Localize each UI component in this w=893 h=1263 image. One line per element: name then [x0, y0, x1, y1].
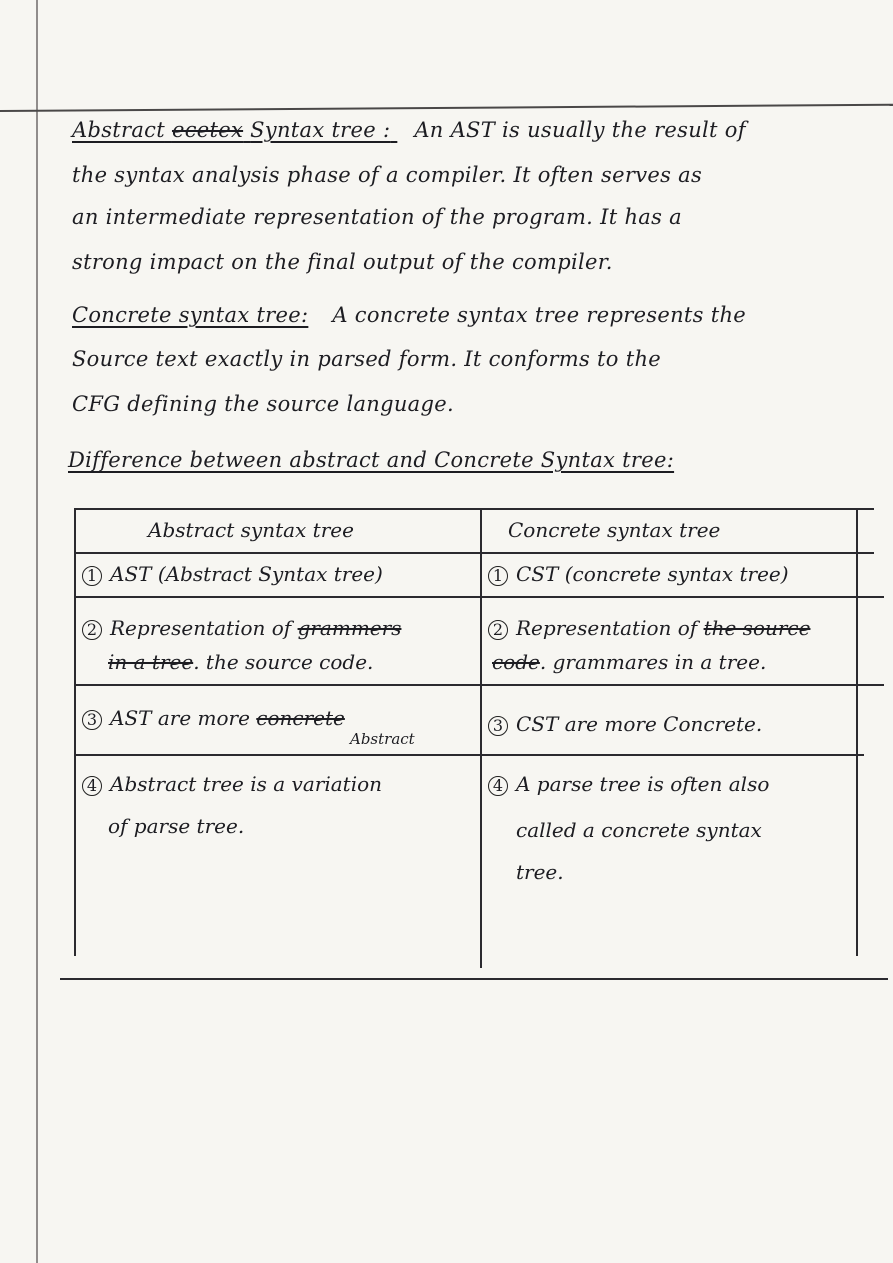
section2-line-3: CFG defining the source language.	[72, 392, 454, 416]
table-header-ast: Abstract syntax tree	[148, 518, 354, 542]
row4-right-cell-line1	[488, 772, 769, 796]
row2-right-cell-line1	[488, 616, 810, 640]
comparison-table	[60, 508, 888, 980]
margin-line	[36, 0, 38, 1263]
section1-title-strike: ecetex	[171, 118, 244, 142]
table-middle-divider	[480, 508, 482, 968]
row1-right-text: CST (concrete syntax tree)	[516, 562, 789, 586]
table-top-border	[74, 508, 874, 510]
row2-left-cell-line2	[108, 650, 373, 674]
row3-left-cell	[82, 706, 345, 730]
row1-right-number: 1	[488, 566, 508, 586]
row1-right-cell	[488, 562, 789, 586]
section1-line-3: an intermediate representation of the program. It has a	[72, 205, 682, 229]
row2-right-text-a: Representation of	[516, 616, 698, 640]
table-row3-divider	[74, 754, 864, 756]
table-header-cst: Concrete syntax tree	[508, 518, 721, 542]
row1-left-cell	[82, 562, 383, 586]
row3-right-text: CST are more Concrete.	[516, 712, 763, 736]
row4-left-text-1: Abstract tree is a variation	[110, 772, 383, 796]
section2-title: Concrete syntax tree:	[72, 303, 309, 327]
row2-left-strike2: in a tree	[108, 650, 194, 674]
section1-title-line	[72, 118, 746, 142]
row4-left-cell-line2: of parse tree.	[108, 814, 245, 838]
row3-left-number: 3	[82, 710, 102, 730]
row2-left-text-b: . the source code.	[193, 650, 374, 674]
table-row1-divider	[74, 596, 884, 598]
row2-right-strike2: code	[492, 650, 540, 674]
difference-heading: Difference between abstract and Concrete Syntax tree:	[68, 448, 675, 472]
row2-left-cell-line1	[82, 616, 401, 640]
row4-right-text-1: A parse tree is often also	[516, 772, 770, 796]
row2-left-text-a: Representation of	[110, 616, 292, 640]
section1-title	[72, 118, 397, 142]
row4-right-cell-line3: tree.	[516, 860, 564, 884]
row1-left-text: AST (Abstract Syntax tree)	[110, 562, 383, 586]
section2-text-1: A concrete syntax tree represents the	[332, 303, 747, 327]
row2-left-strike1: grammers	[297, 616, 402, 640]
section1-title-tail: Syntax tree :	[250, 118, 391, 142]
row2-right-strike1: the source	[703, 616, 811, 640]
table-bottom-border	[60, 978, 888, 980]
table-row2-divider	[74, 684, 884, 686]
row3-left-correction: Abstract	[350, 730, 415, 748]
row4-right-cell-line2: called a concrete syntax	[516, 818, 762, 842]
section1-line-2: the syntax analysis phase of a compiler. It often serves as	[72, 163, 703, 187]
section2-line-2: Source text exactly in parsed form. It conforms to the	[72, 347, 661, 371]
row3-right-number: 3	[488, 716, 508, 736]
section1-line-1: An AST is usually the result of	[414, 118, 746, 142]
row1-left-number: 1	[82, 566, 102, 586]
table-header-divider	[74, 552, 874, 554]
top-rule	[0, 104, 893, 112]
section2-line-1	[72, 303, 746, 327]
row2-right-number: 2	[488, 620, 508, 640]
table-right-border	[856, 508, 858, 956]
table-left-border	[74, 508, 76, 956]
section1-line-4: strong impact on the final output of the compiler.	[72, 250, 613, 274]
row3-left-strike: concrete	[256, 706, 345, 730]
row2-left-number: 2	[82, 620, 102, 640]
row4-left-number: 4	[82, 776, 102, 796]
row2-right-text-b: . grammares in a tree.	[539, 650, 767, 674]
row4-left-cell-line1	[82, 772, 382, 796]
row4-right-number: 4	[488, 776, 508, 796]
section1-title-word: Abstract	[72, 118, 165, 142]
row3-right-cell	[488, 712, 762, 736]
row3-left-text: AST are more	[110, 706, 250, 730]
row2-right-cell-line2	[492, 650, 766, 674]
